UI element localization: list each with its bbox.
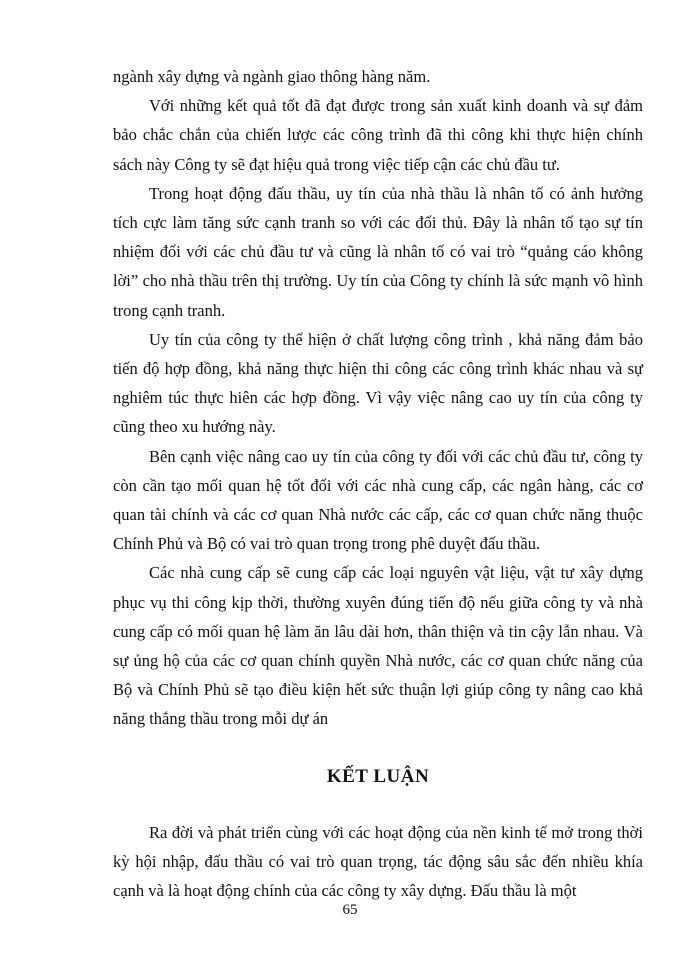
- paragraph-suppliers: Các nhà cung cấp sẽ cung cấp các loại nguyên vật liệu, vật tư xây dựng phục vụ thi công kịp thời, thường xuyên đúng tiến độ nếu giữa công ty và nhà cung cấp có mối quan hệ làm ăn lâu dài hơn, thân thiện và tin cậy lẫn nhau. Và sự ủng hộ của các cơ quan chính quyền Nhà nước, các cơ quan chức năng của Bộ và Chính Phủ sẽ tạo điều kiện hết sức thuận lợi giúp công ty nâng cao khả năng thắng thầu trong mỗi dự án: [113, 563, 643, 729]
- paragraph-continuation: ngành xây dựng và ngành giao thông hàng năm.: [113, 67, 431, 86]
- paragraph-relationships: Bên cạnh việc nâng cao uy tín của công ty đối với các chủ đầu tư, công ty còn cần tạo mối quan hệ tốt đối với các nhà cung cấp, các ngân hàng, các cơ quan tài chính và các cơ quan Nhà nước các cấp, các cơ quan chức năng thuộc Chính Phủ và Bộ có vai trò quan trọng trong phê duyệt đấu thầu.: [113, 446, 643, 554]
- paragraph-results: Với những kết quả tốt đã đạt được trong sản xuất kinh doanh và sự đảm bảo chắc chắn của chiến lược các công trình đã thi công khi thực hiện chính sách này Công ty sẽ đạt hiệu quả trong việc tiếp cận các chủ đầu tư.: [113, 96, 643, 174]
- page-content: [113, 62, 643, 905]
- paragraph-conclusion-intro: Ra đời và phát triển cùng với các hoạt động của nền kinh tế mở trong thời kỳ hội nhập, đấu thầu có vai trò quan trọng, tác động sâu sắc đến nhiều khía cạnh và là hoạt động chính của các công ty xây dựng. Đấu thầu là một: [113, 822, 643, 901]
- paragraph-reputation-factor: Trong hoạt động đấu thầu, uy tín của nhà thầu là nhân tố có ảnh hưởng tích cực làm tăng sức cạnh tranh so với các đối thủ. Đây là nhân tố tạo sự tín nhiệm đối với các chủ đầu tư và cũng là nhân tố có vai trò “quảng cáo không lời” cho nhà thầu trên thị trường. Uy tín của Công ty chính là sức mạnh vô hình trong cạnh tranh.: [113, 183, 643, 320]
- page-number: 65: [342, 902, 358, 918]
- paragraph-reputation-quality: Uy tín của công ty thể hiện ở chất lượng công trình , khả năng đảm bảo tiến độ hợp đồng, khả năng thực hiện thi công các công trình khác nhau và sự nghiêm túc thực hiên các hợp đồng. Vì vậy việc nâng cao uy tín của công ty cũng theo xu hướng này.: [113, 329, 643, 437]
- section-heading-conclusion: KẾT LUẬN: [326, 765, 430, 787]
